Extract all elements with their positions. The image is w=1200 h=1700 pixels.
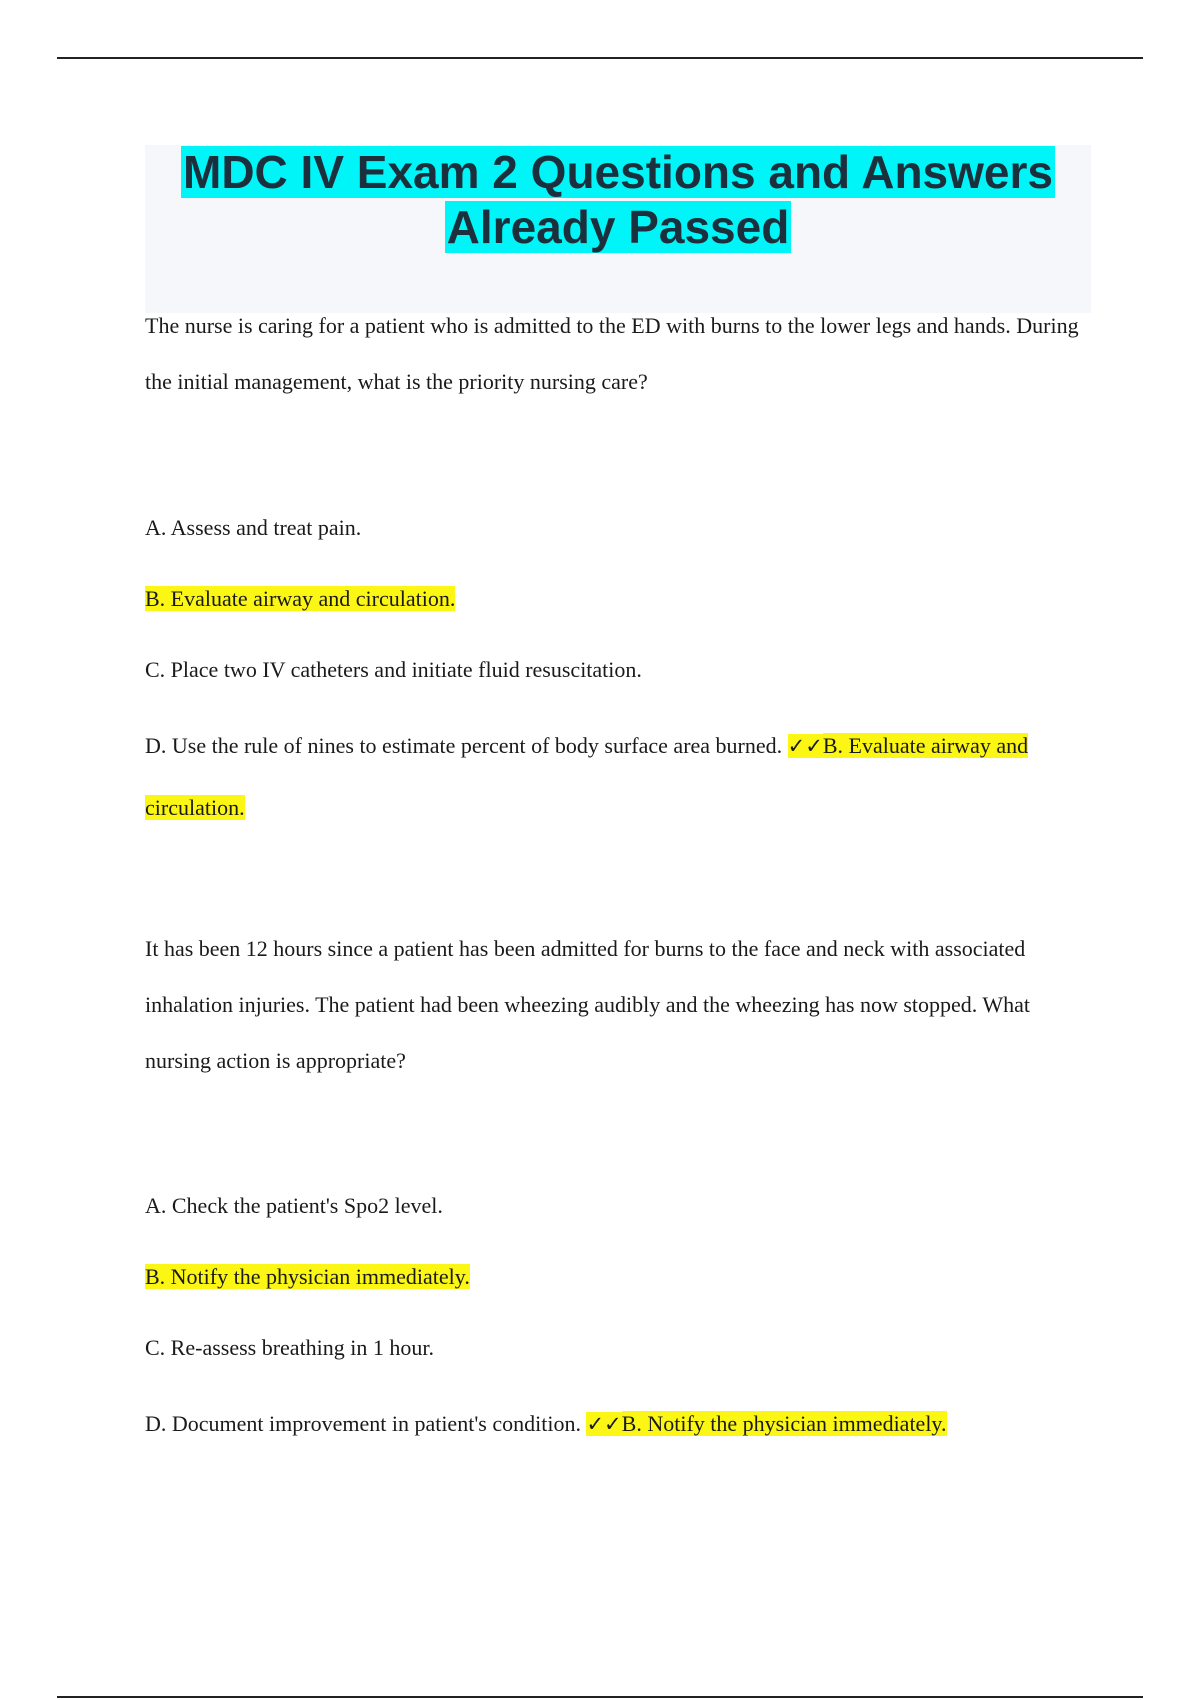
question-1-option-a: A. Assess and treat pain. [145,515,362,540]
question-2-answer: B. Notify the physician immediately. [621,1411,947,1436]
question-1-text: The nurse is caring for a patient who is admitted to the ED with burns to the lower legs and hands. During the initial management, what is the priority nursing care? [145,313,1079,394]
question-1-option-c: C. Place two IV catheters and initiate fluid resuscitation. [145,657,642,682]
question-1-option-b [145,584,1085,614]
document-title-part-2: Already Passed [446,201,790,253]
question-2-option-d-with-answer [145,1393,1085,1455]
question-2-option-c: C. Re-assess breathing in 1 hour. [145,1335,435,1360]
question-2-text: It has been 12 hours since a patient has been admitted for burns to the face and neck with associated inhalation injuries. The patient had been wheezing audibly and the wheezing has now stopped. What nursing action is appropriate? [145,936,1031,1073]
question-2-option-a: A. Check the patient's Spo2 level. [145,1193,443,1218]
question-2-check-icon: ✓✓ [586,1412,622,1436]
title-block [145,145,1091,313]
question-1-check-icon: ✓✓ [787,734,823,758]
top-rule [57,57,1143,59]
bottom-rule [57,1696,1143,1698]
question-1-answer: B. Evaluate airway and circulation. [145,733,1029,820]
question-1-option-d-with-answer [145,715,1085,838]
question-2-option-b [145,1262,1085,1292]
title-line-2 [145,200,1091,255]
question-1-option-b-highlight: B. Evaluate airway and circulation. [145,586,456,611]
question-1-option-d: D. Use the rule of nines to estimate percent of body surface area burned. [145,733,783,758]
title-line-1 [145,145,1091,200]
question-2-option-b-highlight: B. Notify the physician immediately. [145,1264,470,1289]
document-title-part-1: MDC IV Exam 2 Questions and Answers [183,146,1053,198]
question-2-option-d: D. Document improvement in patient's condition. [145,1411,581,1436]
